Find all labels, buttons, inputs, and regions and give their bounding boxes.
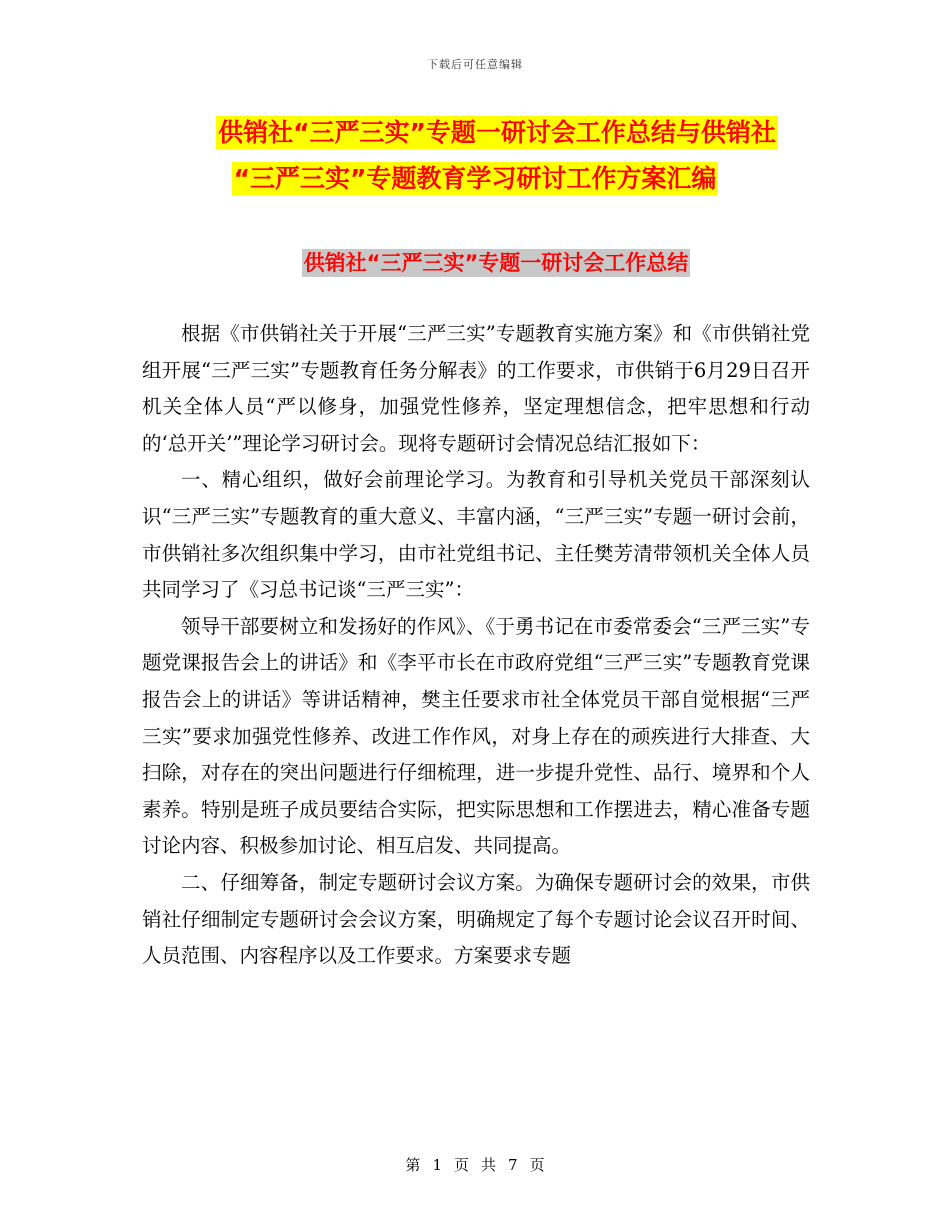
header-note: 下载后可任意编辑 [427, 58, 523, 71]
footer-page-unit: 页 [453, 1156, 469, 1174]
footer-prefix: 第 [405, 1156, 421, 1174]
footer-total-prefix: 共 [481, 1156, 497, 1174]
footer-page-number: 1 [432, 1156, 442, 1174]
footer-total-unit: 页 [529, 1156, 545, 1174]
title-line-2 [0, 156, 950, 202]
title-line-1 [0, 110, 950, 156]
title-line-2-text: “三严三实”专题教育学习研讨工作方案汇编 [233, 164, 717, 193]
paragraph: 领导干部要树立和发扬好的作风》、《于勇书记在市委常委会“三严三实”专题党课报告会上的讲话》和《李平市长在市政府党组“三严三实”专题教育党课报告会上的讲话》等讲话精神，樊主任要求市社全体党员干部自觉根据“三严三实”要求加强党性修养、改进工作作风，对身上存在的顽疾进行大排查、大扫除，对存在的突出问题进行仔细梳理，进一步提升党性、品行、境界和个人素养。特别是班子成员要结合实际，把实际思想和工作摆进去，精心准备专题讨论内容、积极参加讨论、相互启发、共同提高。 [142, 614, 810, 858]
paragraph: 根据《市供销社关于开展“三严三实”专题教育实施方案》和《市供销社党组开展“三严三实”专题教育任务分解表》的工作要求，市供销于6月29日召开机关全体人员“严以修身，加强党性修养，坚定理想信念，把牢思想和行动的‘总开关’”理论学习研讨会。现将专题研讨会情况总结汇报如下： [142, 322, 810, 455]
page-footer [0, 1154, 950, 1175]
section-title-text: 供销社“三严三实”专题一研讨会工作总结 [303, 251, 689, 275]
paragraph: 一、精心组织，做好会前理论学习。为教育和引导机关党员干部深刻认识“三严三实”专题教育的重大意义、丰富内涵，“三严三实”专题一研讨会前，市供销社多次组织集中学习，由市社党组书记、主任樊芳清带领机关全体人员共同学习了《习总书记谈“三严三实”： [142, 468, 810, 602]
title-line-1-text: 供销社“三严三实”专题一研讨会工作总结与供销社 [218, 118, 776, 147]
document-title [0, 110, 950, 202]
paragraph: 二、仔细筹备，制定专题研讨会议方案。为确保专题研讨会的效果，市供销社仔细制定专题研讨会会议方案，明确规定了每个专题讨论会议召开时间、人员范围、内容程序以及工作要求。方案要求专题 [142, 870, 810, 968]
body-text [142, 316, 810, 975]
section-title [0, 246, 950, 280]
footer-total-pages: 7 [508, 1156, 518, 1174]
